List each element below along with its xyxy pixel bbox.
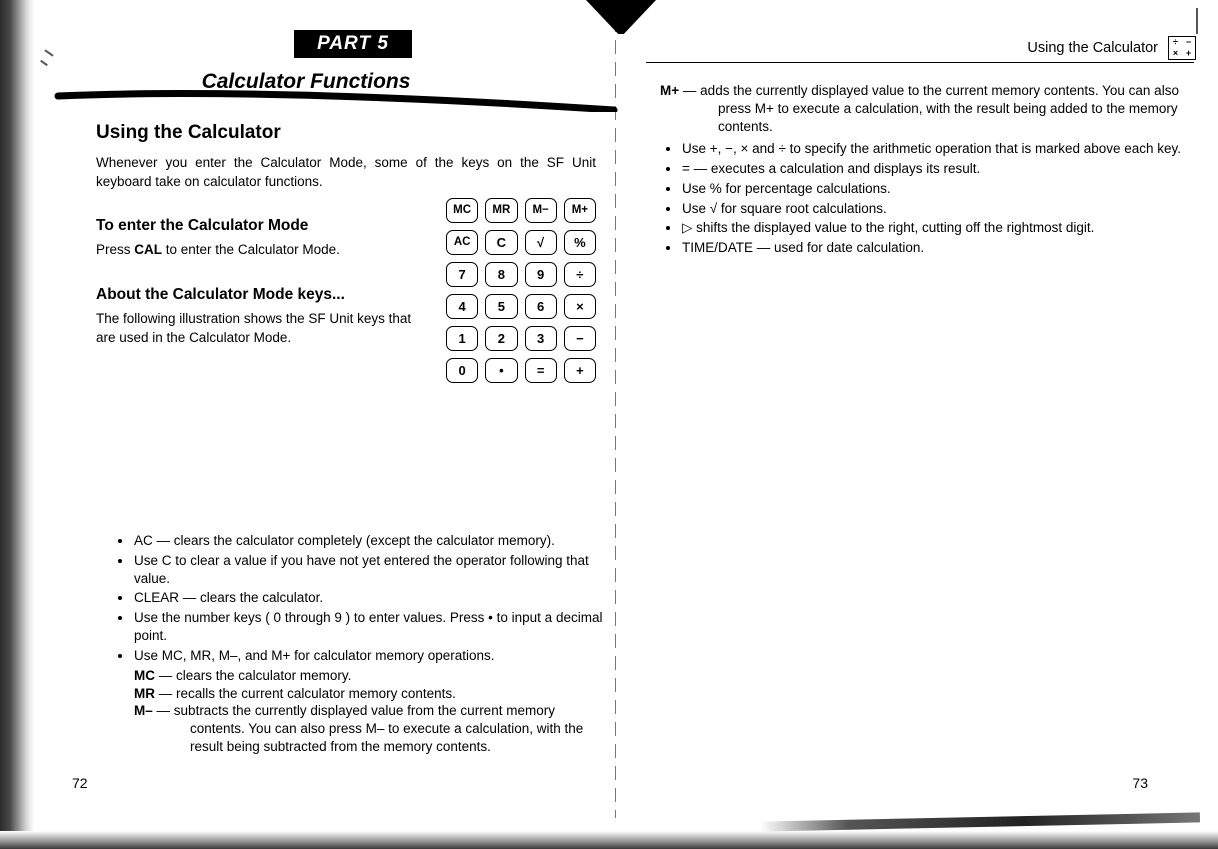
- scan-speck: [1196, 8, 1198, 34]
- key-1: 1: [446, 326, 478, 351]
- list-item: TIME/DATE — used for date calculation.: [660, 239, 1205, 257]
- memory-definition-m-plus: [660, 82, 1205, 136]
- key-m-minus: M−: [525, 198, 557, 223]
- running-header-title: Using the Calculator: [1027, 40, 1158, 56]
- key-c: C: [485, 230, 517, 255]
- memory-definition-mc: [134, 667, 612, 685]
- keypad-row: [446, 198, 596, 223]
- key-multiply: ×: [564, 294, 596, 319]
- book-gutter: [614, 0, 617, 849]
- page-number-right: 73: [1132, 775, 1148, 791]
- list-item: Use +, −, × and ÷ to specify the arithmetic operation that is marked above each key.: [660, 140, 1205, 158]
- list-item: = — executes a calculation and displays its result.: [660, 160, 1205, 178]
- arithmetic-key-bullet-list: [660, 140, 1205, 257]
- icon-minus: −: [1185, 37, 1192, 47]
- mc-text: clears the calculator memory.: [176, 667, 352, 683]
- key-6: 6: [525, 294, 557, 319]
- calculator-icon: [1168, 36, 1196, 60]
- m-plus-key-label: M+: [660, 83, 680, 98]
- mr-text: recalls the current calculator memory contents.: [176, 685, 456, 701]
- key-9: 9: [525, 262, 557, 287]
- m-plus-dash: —: [682, 83, 697, 98]
- key-percent: %: [564, 230, 596, 255]
- list-item: ▷ shifts the displayed value to the right, cutting off the rightmost digit.: [660, 219, 1205, 237]
- key-mc: MC: [446, 198, 478, 223]
- list-item: Use the number keys ( 0 through 9 ) to enter values. Press • to input a decimal point.: [112, 609, 612, 645]
- key-0: 0: [446, 358, 478, 383]
- list-item: Use % for percentage calculations.: [660, 180, 1205, 198]
- part-banner: PART 5: [294, 30, 412, 58]
- list-item: CLEAR — clears the calculator.: [112, 589, 612, 607]
- list-item: Use MC, MR, M–, and M+ for calculator memory operations.: [112, 647, 612, 665]
- scan-left-edge-shadow: [0, 0, 34, 849]
- right-page-content: [660, 82, 1205, 259]
- about-keys-paragraph: The following illustration shows the SF Unit keys that are used in the Calculator Mode.: [96, 310, 412, 345]
- keypad-row: [446, 294, 596, 319]
- m-plus-text: adds the currently displayed value to the current memory contents. You can also press M+ to execute a calculation, with the result being added to the memory contents.: [700, 83, 1179, 135]
- key-ac: AC: [446, 230, 478, 255]
- press-text-post: to enter the Calculator Mode.: [162, 242, 340, 258]
- keypad-row: [446, 230, 596, 255]
- icon-plus: +: [1185, 48, 1192, 58]
- keypad-row: [446, 358, 596, 383]
- right-page: [620, 0, 1218, 849]
- title-underline-rule: [54, 84, 619, 112]
- calculator-keypad-illustration: [446, 198, 596, 390]
- key-square-root: √: [525, 230, 557, 255]
- subsection-about-keys: About the Calculator Mode keys...: [96, 285, 345, 303]
- key-minus: −: [564, 326, 596, 351]
- icon-divide: ÷: [1173, 37, 1178, 47]
- keypad-row: [446, 262, 596, 287]
- intro-paragraph: Whenever you enter the Calculator Mode, some of the keys on the SF Unit keyboard take on calculator functions.: [96, 155, 596, 189]
- press-text-pre: Press: [96, 242, 135, 258]
- keypad-row: [446, 326, 596, 351]
- key-5: 5: [485, 294, 517, 319]
- mr-key-label: MR: [134, 685, 155, 701]
- key-mr: MR: [485, 198, 517, 223]
- memory-definition-m-minus: [134, 702, 612, 755]
- mr-dash: —: [158, 685, 173, 701]
- m-minus-key-label: M–: [134, 703, 153, 719]
- header-rule: [646, 62, 1194, 63]
- part-title: Calculator Functions: [201, 70, 411, 93]
- list-item: Use √ for square root calculations.: [660, 200, 1205, 218]
- page-title: Using the Calculator: [96, 122, 281, 143]
- cal-key-label: CAL: [134, 242, 163, 258]
- key-divide: ÷: [564, 262, 596, 287]
- subsection-enter-calculator-mode: To enter the Calculator Mode: [96, 217, 309, 235]
- left-bullet-section: [112, 532, 612, 756]
- icon-multiply: ×: [1172, 48, 1179, 58]
- calculator-key-bullet-list: [112, 532, 612, 665]
- key-8: 8: [485, 262, 517, 287]
- key-equals: =: [525, 358, 557, 383]
- mc-key-label: MC: [134, 667, 155, 683]
- list-item: AC — clears the calculator completely (except the calculator memory).: [112, 532, 612, 550]
- key-4: 4: [446, 294, 478, 319]
- m-minus-dash: —: [156, 703, 171, 719]
- key-plus: +: [564, 358, 596, 383]
- page-number-left: 72: [72, 775, 88, 791]
- memory-definition-mr: [134, 685, 612, 703]
- key-7: 7: [446, 262, 478, 287]
- key-2: 2: [485, 326, 517, 351]
- m-minus-text: subtracts the currently displayed value from the current memory contents. You can also press M– to execute a calculation, with the result being subtracted from the memory contents.: [173, 703, 584, 754]
- left-page: [34, 0, 604, 849]
- running-header: [1027, 36, 1196, 60]
- key-decimal-point: •: [485, 358, 517, 383]
- key-m-plus: M+: [564, 198, 596, 223]
- key-3: 3: [525, 326, 557, 351]
- list-item: Use C to clear a value if you have not yet entered the operator following that value.: [112, 552, 612, 588]
- mc-dash: —: [158, 667, 173, 683]
